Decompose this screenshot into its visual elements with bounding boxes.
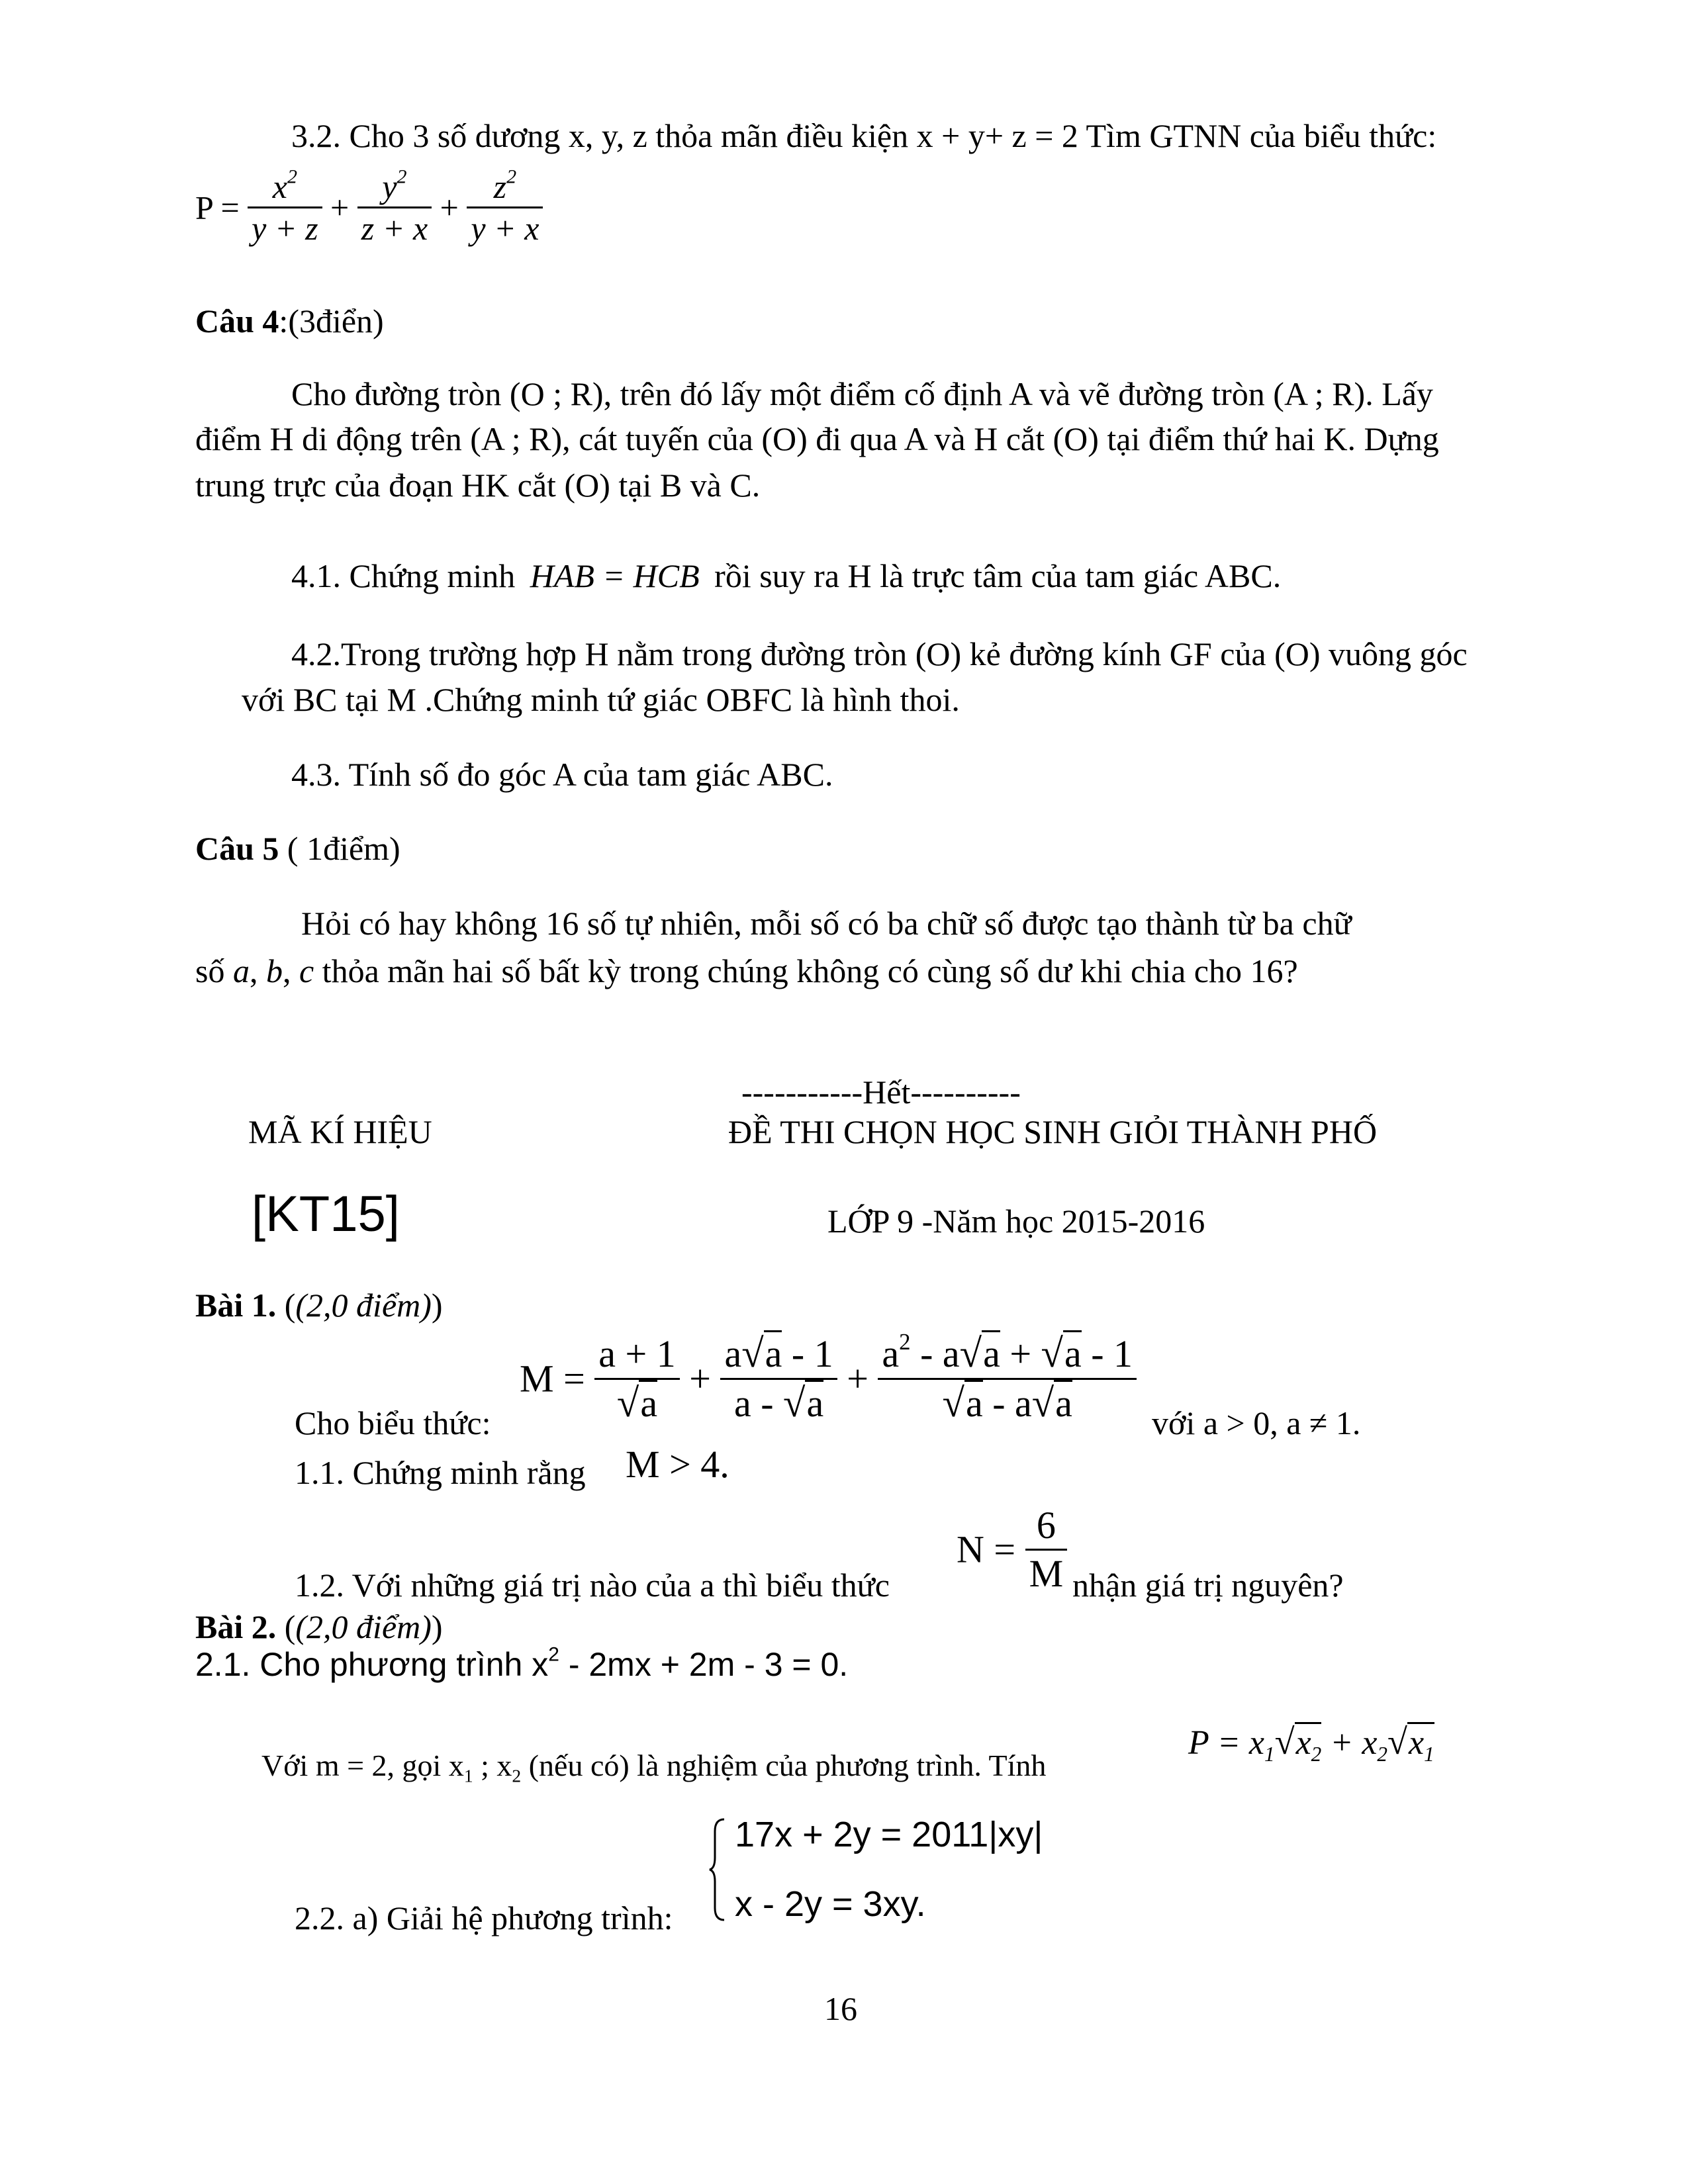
code-label: MÃ KÍ HIỆU [248, 1113, 432, 1150]
m-formula: M = $\frac{a + 1}{√a}$ + $\frac{a√a - 1}{a - √a}$ + $\frac{a^2 - a√a + √a - 1}{√a - a√a}$ [520, 1330, 1137, 1428]
q11: 1.1. Chứng minh rằng [295, 1454, 586, 1491]
cau4-heading: Câu 4:(3điển) [195, 302, 384, 340]
cau4-line1: Cho đường tròn (O ; R), trên đó lấy một điểm cố định A và vẽ đường tròn (A ; R). Lấy [291, 375, 1433, 412]
system-brace [708, 1817, 727, 1923]
bai1-condition: với a > 0, a ≠ 1. [1152, 1404, 1361, 1441]
n-formula: N = $\frac{6}{M}$ [957, 1502, 1067, 1597]
bai1-heading: Bài 1. ((2,0 điểm)) [195, 1287, 443, 1324]
q42-line1: 4.2.Trong trường hợp H nằm trong đường tròn (O) kẻ đường kính GF của (O) vuông góc [291, 635, 1468, 672]
end-marker: -----------Hết---------- [741, 1073, 1021, 1111]
exam-title: ĐỀ THI CHỌN HỌC SINH GIỎI THÀNH PHỐ [728, 1113, 1378, 1150]
m-frac-2: $\frac{a√a - 1}{a - √a}$ [720, 1330, 837, 1428]
q42-line2: với BC tại M .Chứng minh tứ giác OBFC là hình thoi. [242, 681, 960, 718]
q32-formula: P = $\frac{x^2}{y + z}$ + $\frac{y^2}{z + x}$ + $\frac{z^2}{y + x}$ [195, 167, 543, 248]
q41-formula: HAB = HCB [530, 557, 700, 594]
q32-frac-3: $\frac{z^2}{y + x}$ [467, 167, 543, 248]
exam-code: [KT15] [252, 1186, 400, 1242]
q21-line2: Với m = 2, gọi $x_1$ ; $x_2$ (nếu có) là nghiệm của phương trình. Tính [261, 1749, 1047, 1786]
q32-frac-2: $\frac{y^2}{z + x}$ [357, 167, 432, 248]
cau5-heading: Câu 5 ( 1điểm) [195, 830, 400, 867]
q12: 1.2. Với những giá trị nào của a thì biểu thức [295, 1567, 890, 1604]
cau4-line2: điểm H di động trên (A ; R), cát tuyến của (O) đi qua A và H cắt (O) tại điểm thứ hai K. Dựng [195, 420, 1439, 457]
q41: 4.1. Chứng minh HAB = HCB rồi suy ra H là trực tâm của tam giác ABC. [291, 557, 1282, 594]
bai2-heading: Bài 2. ((2,0 điểm)) [195, 1608, 443, 1645]
exam-subtitle: LỚP 9 -Năm học 2015-2016 [827, 1203, 1205, 1240]
bai1-intro: Cho biểu thức: [295, 1404, 491, 1441]
page-number: 16 [824, 1990, 857, 2027]
p-label: P = [195, 189, 240, 226]
q43: 4.3. Tính số đo góc A của tam giác ABC. [291, 756, 833, 793]
q21: 2.1. Cho phương trình $x^2 - 2mx + 2m - 3 = 0$. [195, 1643, 849, 1683]
q11-formula: M > 4. [626, 1443, 729, 1486]
m-frac-3: $\frac{a^2 - a√a + √a - 1}{√a - a√a}$ [878, 1330, 1137, 1428]
cau4-line3: trung trực của đoạn HK cắt (O) tại B và C. [195, 467, 761, 504]
system-eq2: x - 2y = 3xy. [735, 1884, 926, 1924]
q22: 2.2. a) Giải hệ phương trình: [295, 1899, 673, 1936]
p-formula: $P = x_1√x_2 + x_2√x_1$ [1188, 1721, 1434, 1766]
cau5-line2: số a, b, c thỏa mãn hai số bất kỳ trong chúng không có cùng số dư khi chia cho 16? [195, 952, 1298, 989]
cau5-line1: Hỏi có hay không 16 số tự nhiên, mỗi số có ba chữ số được tạo thành từ ba chữ [301, 905, 1352, 942]
q32-text: 3.2. Cho 3 số dương x, y, z thỏa mãn điều kiện x + y+ z = 2 Tìm GTNN của biểu thức: [291, 117, 1437, 154]
q32-frac-1: $\frac{x^2}{y + z}$ [248, 167, 322, 248]
q12-post: nhận giá trị nguyên? [1072, 1567, 1344, 1604]
system-eq1: 17x + 2y = 2011|xy| [735, 1815, 1043, 1854]
m-frac-1: $\frac{a + 1}{√a}$ [594, 1330, 679, 1428]
